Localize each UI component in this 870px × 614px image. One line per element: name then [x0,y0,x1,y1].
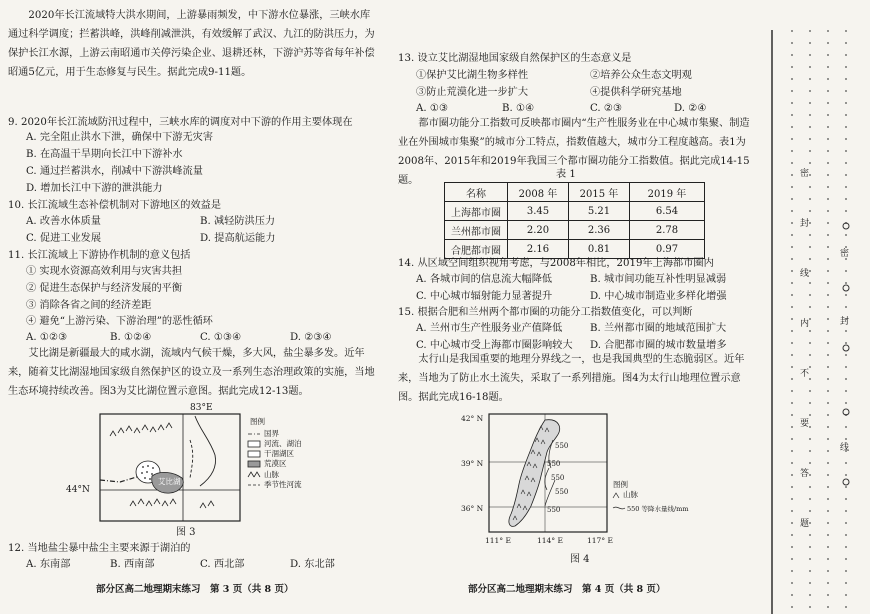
table-cell: 上海都市圈 [445,202,508,221]
fig4-legend-title: 图例 [613,480,628,489]
table-cell: 2.20 [508,221,569,240]
fig3-legend-title: 图例 [250,417,265,426]
table-cell: 合肥都市圈 [445,240,508,259]
table-cell: 3.45 [508,202,569,221]
q13-option-a[interactable]: A. ①③ [416,103,449,114]
fig3-longitude-label: 83°E [190,403,213,413]
q10-option-c[interactable]: C. 促进工业发展 [26,233,102,244]
margin-warning-char: 线 [800,269,810,279]
q9-option-b[interactable]: B. 在高温干旱期向长江中下游补水 [26,149,183,160]
binding-label: 封 [840,317,850,327]
margin-warning-char: 封 [800,219,810,229]
fig4-legend-isohyet: 550 等降水量线/mm [627,505,689,513]
table-header-2008: 2008 年 [508,183,569,202]
intro-paragraph-4: 太行山是我国重要的地理分界线之一，也是我国典型的生态脆弱区。近年来，当地为了防止水土流失，采取了一系列措施。图4为太行山地理位置示意图。据此完成16-18题。 [398,354,745,403]
figure-4-map [455,410,705,550]
question-14: 14. 从区域空间组织视角考虑，与2008年相比，2019年上海都市圈内 [398,258,714,269]
q13-option-d[interactable]: D. ②④ [674,103,707,114]
q13-statement-3: ③防止荒漠化进一步扩大 [416,87,529,98]
q11-statement-3: ③ 消除各省之间的经济差距 [26,300,152,311]
q9-option-a[interactable]: A. 完全阻止洪水下泄，确保中下游无灾害 [26,132,214,143]
fig4-lat-42: 42° N [461,414,484,423]
table-header-2019: 2019 年 [630,183,705,202]
q10-option-b[interactable]: B. 减轻防洪压力 [200,216,276,227]
table-cell: 2.78 [630,221,705,240]
q15-option-b[interactable]: B. 兰州都市圈的地域范围扩大 [590,323,727,334]
q15-option-d[interactable]: D. 合肥都市圈的城市数量增多 [590,340,727,351]
margin-warning-char: 密 [800,169,810,179]
binding-label: 密 [840,249,850,259]
table-cell: 兰州都市圈 [445,221,508,240]
q11-statement-4: ④ 避免“上游污染、下游治理”的恶性循环 [26,316,213,327]
table-cell: 0.97 [630,240,705,259]
q13-statement-4: ④提供科学研究基地 [590,87,682,98]
fig4-legend-mountain: 山脉 [623,490,638,499]
margin-warning-char: 不 [800,369,810,379]
q13-statement-2: ②培养公众生态文明观 [590,70,692,81]
q11-option-d[interactable]: D. ②③④ [290,332,332,343]
table-cell: 5.21 [569,202,630,221]
fig3-legend-desert: 荒漠区 [264,459,287,468]
figure-4-caption: 图 4 [570,554,590,565]
question-9: 9. 2020年长江流域防汛过程中，三峡水库的调度对中下游的作用主要体现在 [8,117,353,128]
binding-label: 线 [840,443,850,453]
table-row [445,221,705,240]
table-row [445,240,705,259]
intro-paragraph-3: 都市圈功能分工指数可反映都市圈内“生产性服务业在中心城市集聚、制造业在外围城市集聚”的城市分工特点，指数值越大，城市分工程度越高。表1为2008年、2015年和2019年我国三个都市圈功能分工指数值。据此完成14-15题。 [398,118,750,186]
q11-statement-1: ① 实现水资源高效利用与灾害共担 [26,266,183,277]
q11-option-c[interactable]: C. ①③④ [200,332,242,343]
fig3-latitude-label: 44°N [66,485,90,495]
q14-option-b[interactable]: B. 城市间功能互补性明显减弱 [590,274,727,285]
table-cell: 0.81 [569,240,630,259]
figure-3-map [66,400,320,525]
q12-option-b[interactable]: B. 西南部 [110,559,155,570]
table-1 [444,182,705,259]
q9-option-d[interactable]: D. 增加长江中下游的泄洪能力 [26,183,163,194]
q11-statement-2: ② 促进生态保护与经济发展的平衡 [26,283,183,294]
q11-option-a[interactable]: A. ①②③ [26,332,68,343]
question-15: 15. 根据合肥和兰州两个都市圈的功能分工指数值变化，可以判断 [398,307,693,318]
fig4-contour-label: 550 [547,506,561,514]
fig4-lat-39: 39° N [461,459,484,468]
fig4-lon-114: 114° E [537,536,563,545]
fig4-lon-117: 117° E [587,536,613,545]
page-4-footer: 部分区高二地理期末练习 第 4 页（共 8 页） [468,584,666,595]
q13-option-b[interactable]: B. ①④ [502,103,535,114]
q13-option-c[interactable]: C. ②③ [590,103,623,114]
margin-warning-char: 答 [800,469,810,479]
q12-option-a[interactable]: A. 东南部 [26,559,71,570]
table-1-caption: 表 1 [556,169,576,180]
q13-statement-1: ①保护艾比湖生物多样性 [416,70,529,81]
fig3-legend-seasonal-river: 季节性河流 [264,480,302,489]
margin-warning-char: 要 [800,419,810,429]
q14-option-d[interactable]: D. 中心城市制造业多样化增强 [590,291,727,302]
fig4-contour-label: 550 [551,474,565,482]
fig4-lat-36: 36° N [461,504,484,513]
q15-option-c[interactable]: C. 中心城市受上海都市圈影响较大 [416,340,573,351]
question-12: 12. 当地盐尘暴中盐尘主要来源于湖泊的 [8,543,191,554]
fig3-legend-border: 国界 [264,429,279,438]
fig4-lon-111: 111° E [485,536,511,545]
table-header-2015: 2015 年 [569,183,630,202]
q10-option-a[interactable]: A. 改善水体质量 [26,216,101,227]
table-header-name: 名称 [445,183,508,202]
intro-paragraph-2: 艾比湖是新疆最大的咸水湖，流域内气候干燥，多大风，盐尘暴多发。近年来，随着艾比湖湿地国家级自然保护区的设立及一系列生态治理政策的实施，当地生态环境持续改善。图3为艾比湖位置示意图。据此完成12-13题。 [8,348,375,397]
page-3-footer: 部分区高二地理期末练习 第 3 页（共 8 页） [96,584,294,595]
fig3-lake-label: 艾比湖 [158,477,181,486]
q14-option-a[interactable]: A. 各城市间的信息流大幅降低 [416,274,553,285]
table-cell: 2.36 [569,221,630,240]
table-row [445,202,705,221]
binding-margin [762,30,870,614]
margin-warning-char: 题 [800,519,810,529]
fig4-contour-label: 550 [555,442,569,450]
fig4-contour-label: 550 [555,488,569,496]
margin-warning-char: 内 [800,319,810,329]
table-cell: 6.54 [630,202,705,221]
table-cell: 2.16 [508,240,569,259]
question-11: 11. 长江流域上下游协作机制的意义包括 [8,250,191,261]
q12-option-c[interactable]: C. 西北部 [200,559,245,570]
q15-option-a[interactable]: A. 兰州市生产性服务业产值降低 [416,323,563,334]
q10-option-d[interactable]: D. 提高航运能力 [200,233,276,244]
q9-option-c[interactable]: C. 通过拦蓄洪水，削减中下游洪峰流量 [26,166,203,177]
fig3-legend-dry-lake: 干涸湖区 [264,449,294,458]
fig3-legend-mountain: 山脉 [264,470,279,479]
figure-3-caption: 图 3 [176,527,196,538]
q11-option-b[interactable]: B. ①②④ [110,332,152,343]
question-13: 13. 设立艾比湖湿地国家级自然保护区的生态意义是 [398,53,632,64]
q12-option-d[interactable]: D. 东北部 [290,559,335,570]
q14-option-c[interactable]: C. 中心城市辐射能力显著提升 [416,291,553,302]
intro-paragraph-1: 2020年长江流域特大洪水期间，上游暴雨频发，中下游水位暴涨，三峡水库通过科学调度；拦蓄洪峰，洪峰削减泄洪，有效缓解了武汉、九江的防洪压力，为保护长江水源，上游云南昭通市关停污染企业、退耕还林，下游沪苏等省每年补偿昭通5亿元，用于生态修复与民生。据此完成9-11题。 [8,10,375,78]
fig3-legend-river-lake: 河流、湖泊 [264,439,302,448]
question-10: 10. 长江流域生态补偿机制对下游地区的效益是 [8,200,222,211]
fig4-contour-label: 550 [547,460,561,468]
